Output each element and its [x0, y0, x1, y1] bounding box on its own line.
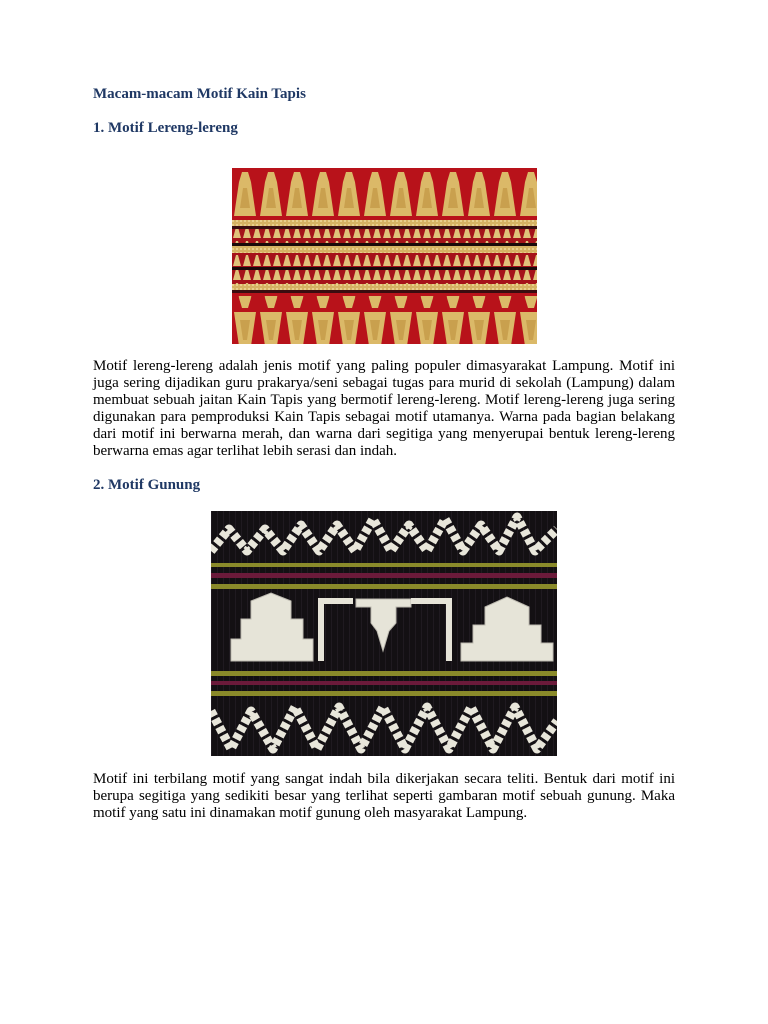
- section-paragraph-gunung: Motif ini terbilang motif yang sangat indah bila dikerjakan secara teliti. Bentuk dari motif ini berupa segitiga yang sedikiti besar yang terlihat seperti gambaran motif sebuah gunung. Maka motif yang satu ini dinamakan motif gunung oleh masyarakat Lampung.: [93, 771, 675, 821]
- section-heading-lereng: 1. Motif Lereng-lereng: [93, 120, 238, 136]
- section-heading-gunung: 2. Motif Gunung: [93, 477, 201, 493]
- kain-tapis-lereng-image: [232, 168, 537, 344]
- section-paragraph-lereng: Motif lereng-lereng adalah jenis motif yang paling populer dimasyarakat Lampung. Motif ini juga sering dijadikan guru prakarya/seni sebagai tugas para murid di sekolah (Lampung) dalam membuat sebuah jaitan Kain Tapis yang bermotif lereng-lereng. Motif lereng-lereng juga sering digunakan para pemproduksi Kain Tapis sebagai motif utamanya. Warna pada bagian belakang dari motif ini berwarna merah, dan warna dari segitiga yang menyerupai bentuk lereng-lereng berwarna emas agar terlihat lebih serasi dan indah.: [93, 358, 675, 459]
- kain-tapis-gunung-image: [211, 511, 557, 756]
- page-title: Macam-macam Motif Kain Tapis: [93, 86, 306, 102]
